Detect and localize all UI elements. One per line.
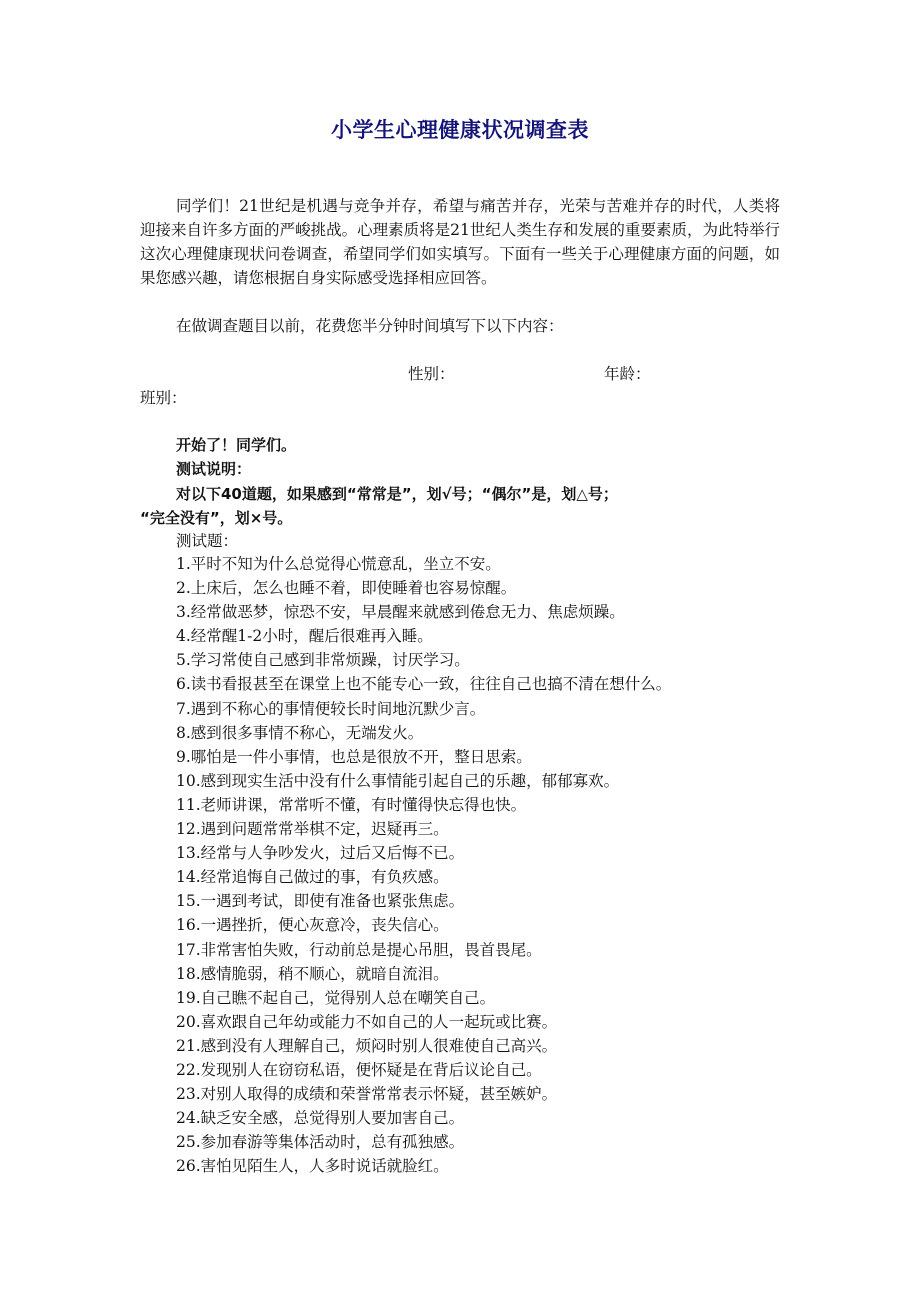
question-item: 26.害怕见陌生人，人多时说话就脸红。 (176, 1157, 449, 1176)
question-item: 12.遇到问题常常举棋不定，迟疑再三。 (176, 820, 449, 839)
question-item: 24.缺乏安全感，总觉得别人要加害自己。 (176, 1109, 465, 1128)
question-item: 15.一遇到考试，即使有准备也紧张焦虑。 (176, 892, 465, 911)
age-label: 年龄： (604, 365, 651, 383)
fill-in-prompt: 在做调查题目以前，花费您半分钟时间填写下以下内容： (176, 317, 564, 335)
question-item: 13.经常与人争吵发火，过后又后悔不已。 (176, 844, 465, 863)
question-item: 2.上床后，怎么也睡不着，即使睡着也容易惊醒。 (176, 579, 517, 598)
question-item: 16.一遇挫折，便心灰意冷，丧失信心。 (176, 916, 449, 935)
question-item: 11.老师讲课，常常听不懂，有时懂得快忘得也快。 (176, 795, 527, 814)
instructions-rule-line2: “完全没有”，划×号。 (140, 509, 293, 527)
class-label: 班别： (140, 389, 187, 407)
question-item: 25.参加春游等集体活动时，总有孤独感。 (176, 1133, 465, 1152)
question-item: 9.哪怕是一件小事情，也总是很放不开，整日思索。 (176, 747, 532, 766)
question-item: 14.经常追悔自己做过的事，有负疚感。 (176, 868, 449, 887)
question-item: 1.平时不知为什么总觉得心慌意乱，坐立不安。 (176, 555, 501, 573)
question-list (176, 552, 671, 1178)
question-item: 19.自己瞧不起自己，觉得别人总在嘲笑自己。 (176, 988, 496, 1007)
instructions-heading: 测试说明： (176, 460, 252, 478)
question-item: 23.对别人取得的成绩和荣誉常常表示怀疑，甚至嫉妒。 (176, 1085, 558, 1104)
question-item: 22.发现别人在窃窃私语，便怀疑是在背后议论自己。 (176, 1060, 542, 1079)
start-text: 开始了！同学们。 (176, 436, 297, 454)
instructions-rule-line1: 对以下40道题，如果感到“常常是”，划√号；“偶尔”是，划△号； (176, 485, 618, 503)
page-title: 小学生心理健康状况调查表 (331, 118, 589, 142)
question-item: 21.感到没有人理解自己，烦闷时别人很难使自己高兴。 (176, 1036, 558, 1055)
question-item: 10.感到现实生活中没有什么事情能引起自己的乐趣，郁郁寡欢。 (176, 771, 620, 790)
questions-heading: 测试题： (176, 532, 239, 550)
gender-label: 性别： (408, 365, 455, 383)
question-item: 7.遇到不称心的事情便较长时间地沉默少言。 (176, 699, 486, 718)
question-item: 4.经常醒1-2小时，醒后很难再入睡。 (176, 627, 433, 646)
question-item: 18.感情脆弱，稍不顺心，就暗自流泪。 (176, 964, 449, 983)
question-item: 5.学习常使自己感到非常烦躁，讨厌学习。 (176, 651, 470, 670)
question-item: 17.非常害怕失败，行动前总是提心吊胆，畏首畏尾。 (176, 940, 542, 959)
question-item: 8.感到很多事情不称心，无端发火。 (176, 723, 424, 742)
question-item: 6.读书看报甚至在课堂上也不能专心一致，往往自己也搞不清在想什么。 (176, 675, 672, 694)
intro-paragraph: 同学们！21世纪是机遇与竞争并存，希望与痛苦并存，光荣与苦难并存的时代，人类将迎接来自许多方面的严峻挑战。心理素质将是21世纪人类生存和发展的重要素质，为此特举行这次心理健康现状问卷调查，希望同学们如实填写。下面有一些关于心理健康方面的问题，如果您感兴趣，请您根据自身实际感受选择相应回答。 (140, 197, 780, 287)
question-item: 20.喜欢跟自己年幼或能力不如自己的人一起玩或比赛。 (176, 1012, 558, 1031)
question-item: 3.经常做恶梦，惊恐不安，早晨醒来就感到倦怠无力、焦虑烦躁。 (176, 603, 625, 622)
